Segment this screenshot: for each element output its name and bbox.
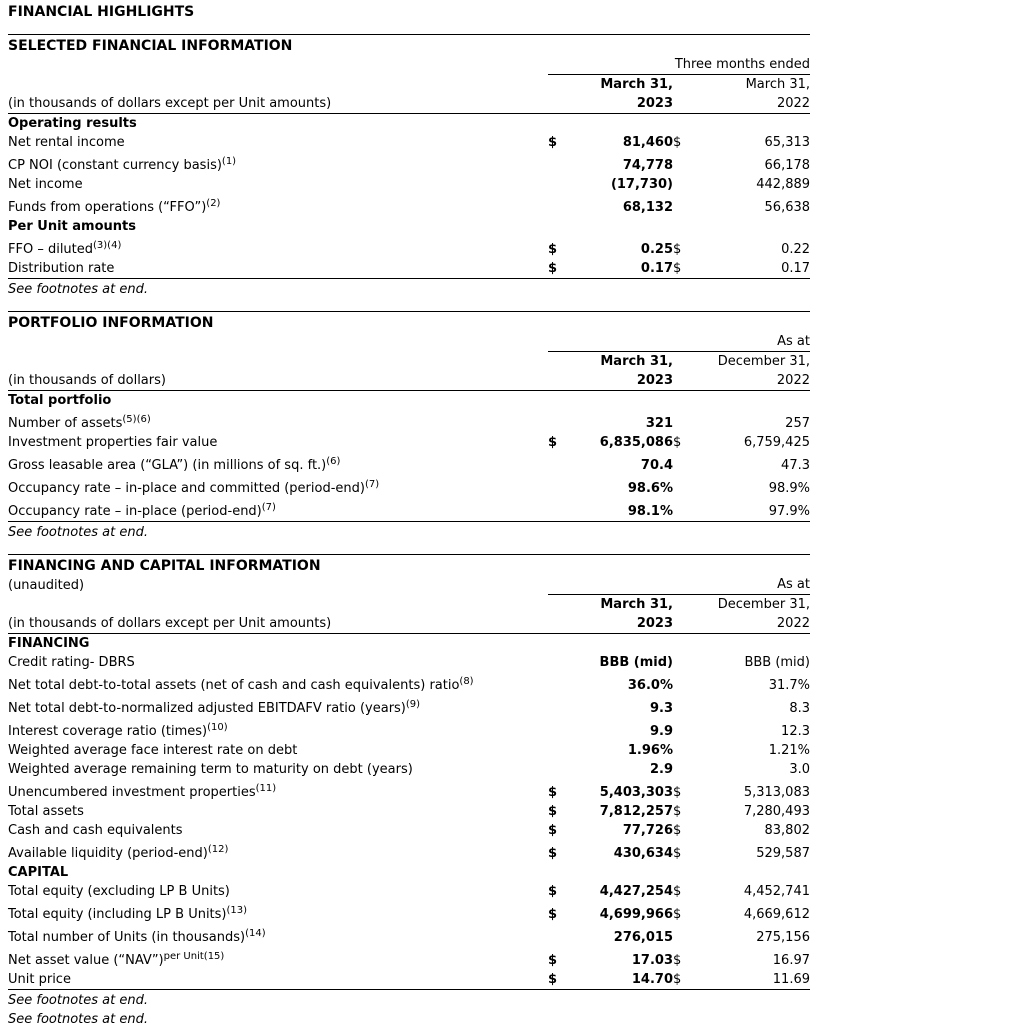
row-label: Cash and cash equivalents	[8, 823, 183, 838]
cell-currency-2022	[673, 718, 703, 741]
cell-value-2022	[703, 863, 810, 882]
units-header-row	[8, 94, 810, 114]
footnote: See footnotes at end.	[8, 525, 148, 540]
cell-value-2022: 47.3	[781, 458, 810, 473]
column-header-2023: March 31,	[600, 597, 673, 612]
cell-value-2023: 7,812,257	[599, 804, 673, 819]
cell-currency-2023	[548, 695, 568, 718]
cell-value-2022: 5,313,083	[743, 785, 810, 800]
section	[8, 34, 810, 298]
column-header-spacer	[8, 595, 548, 615]
period-label: Three months ended	[548, 55, 810, 75]
row-label-superscript: (12)	[207, 844, 229, 855]
row-label-superscript: (11)	[255, 783, 277, 794]
table-row	[8, 194, 810, 217]
row-label: Operating results	[8, 116, 137, 131]
cell-currency-2023: $	[548, 785, 558, 800]
cell-value-2022: 7,280,493	[743, 804, 810, 819]
cell-value-2023: BBB (mid)	[599, 655, 673, 670]
cell-currency-2023	[548, 391, 568, 411]
cell-value-2023: 74,778	[622, 158, 673, 173]
cell-currency-2023	[548, 475, 568, 498]
cell-value-2022: 97.9%	[703, 498, 810, 522]
row-label-superscript: (7)	[364, 479, 380, 490]
row-label-superscript: (9)	[405, 699, 421, 710]
row-label-superscript: (10)	[207, 722, 228, 733]
period-header-row	[8, 332, 810, 352]
table-row	[8, 779, 810, 802]
table-row	[8, 634, 810, 654]
cell-value-2022: 6,759,425	[743, 435, 810, 450]
row-label: FINANCING	[8, 636, 90, 651]
cell-value-2022	[703, 217, 810, 236]
cell-value-2023	[568, 217, 673, 236]
table-row	[8, 452, 810, 475]
cell-currency-2022	[673, 114, 703, 134]
units-header-row	[8, 614, 810, 634]
row-label-superscript: (1)	[221, 156, 237, 167]
table-row	[8, 114, 810, 134]
table-row	[8, 924, 810, 947]
row-label: Net total debt-to-normalized adjusted EBITDAFV ratio (years)	[8, 701, 406, 716]
cell-value-2022	[703, 634, 810, 654]
column-header-2022: December 31,	[717, 354, 810, 369]
cell-value-2023: 6,835,086	[599, 435, 673, 450]
footnote: See footnotes at end.	[8, 282, 148, 297]
cell-value-2022: 0.22	[781, 242, 811, 257]
cell-currency-2023: $	[548, 804, 558, 819]
row-label: Interest coverage ratio (times)	[8, 724, 208, 739]
table-row	[8, 947, 810, 970]
section-subtitle: (unaudited)	[8, 577, 85, 593]
cell-value-2022: 4,669,612	[743, 907, 810, 922]
row-label: Total equity (including LP B Units)	[8, 907, 227, 922]
cell-currency-2023	[548, 653, 568, 672]
financial-table	[8, 575, 810, 990]
cell-currency-2023	[548, 634, 568, 654]
row-label-superscript: (5)(6)	[122, 414, 151, 425]
section-title: SELECTED FINANCIAL INFORMATION	[8, 38, 293, 54]
cell-currency-2023	[548, 217, 568, 236]
row-label: Available liquidity (period-end)	[8, 846, 208, 861]
section	[8, 554, 810, 1009]
cell-value-2023: 77,726	[622, 823, 673, 838]
row-label: Total equity (excluding LP B Units)	[8, 884, 230, 899]
table-row	[8, 152, 810, 175]
cell-value-2022: 83,802	[764, 823, 810, 838]
row-label: CAPITAL	[8, 865, 69, 880]
cell-currency-2022: $	[673, 823, 682, 838]
cell-currency-2022	[673, 741, 703, 760]
cell-currency-2023	[548, 194, 568, 217]
cell-currency-2023: $	[548, 907, 558, 922]
cell-currency-2022	[673, 391, 703, 411]
row-label: Total assets	[8, 804, 84, 819]
cell-currency-2023	[548, 924, 568, 947]
table-row	[8, 217, 810, 236]
table-row	[8, 498, 810, 522]
cell-currency-2022	[673, 194, 703, 217]
footnote-bottom-cutoff: See footnotes at end.	[8, 1012, 148, 1027]
cell-value-2022: 275,156	[756, 930, 810, 945]
cell-currency-2022	[673, 653, 703, 672]
cell-value-2022: 529,587	[756, 846, 810, 861]
financial-table	[8, 332, 810, 522]
cell-currency-2022: $	[673, 884, 682, 899]
cell-currency-2022: $	[673, 435, 682, 450]
row-label-superscript: (3)(4)	[93, 240, 122, 251]
row-label: Net asset value (“NAV”)	[8, 953, 164, 968]
cell-value-2022: 8.3	[789, 701, 810, 716]
cell-currency-2023: $	[548, 823, 558, 838]
column-header-row	[8, 75, 810, 95]
section-subtitle	[8, 332, 548, 352]
cell-currency-2022	[673, 410, 703, 433]
cell-value-2023: 5,403,303	[599, 785, 673, 800]
row-label-superscript: (7)	[261, 502, 276, 513]
cell-value-2023: 68,132	[622, 200, 673, 215]
cell-value-2022: 1.21%	[768, 743, 810, 758]
column-header-2022: December 31,	[717, 597, 810, 612]
table-row	[8, 653, 810, 672]
cell-currency-2022: $	[673, 785, 682, 800]
row-label-superscript: (2)	[206, 198, 221, 209]
cell-value-2023: 0.17	[568, 259, 673, 279]
row-label: Net total debt-to-total assets (net of cash and cash equivalents) ratio	[8, 678, 460, 693]
table-row	[8, 821, 810, 840]
row-label: Distribution rate	[8, 261, 115, 276]
table-row	[8, 840, 810, 863]
cell-value-2023: 276,015	[613, 930, 673, 945]
table-row	[8, 391, 810, 411]
cell-value-2023	[568, 634, 673, 654]
row-label-superscript: (14)	[245, 928, 266, 939]
page-title: FINANCIAL HIGHLIGHTS	[8, 4, 195, 20]
cell-value-2022: 3.0	[789, 762, 810, 777]
cell-currency-2022	[673, 760, 703, 779]
column-header-spacer	[8, 75, 548, 95]
cell-currency-2022	[673, 498, 703, 522]
column-header-spacer	[8, 352, 548, 372]
cell-value-2022: 12.3	[781, 724, 810, 739]
table-row	[8, 133, 810, 152]
row-label: Per Unit amounts	[8, 219, 137, 234]
cell-currency-2022	[673, 672, 703, 695]
column-year-2023: 2023	[548, 94, 673, 114]
section-title: PORTFOLIO INFORMATION	[8, 315, 214, 331]
column-year-2022: 2022	[673, 94, 810, 114]
row-label: CP NOI (constant currency basis)	[8, 158, 222, 173]
cell-value-2022: 31.7%	[768, 678, 810, 693]
cell-currency-2023	[548, 452, 568, 475]
cell-currency-2023: $	[548, 970, 568, 990]
row-label: Investment properties fair value	[8, 435, 218, 450]
section	[8, 311, 810, 541]
cell-currency-2022: $	[673, 259, 703, 279]
period-header-row	[8, 575, 810, 595]
table-row	[8, 718, 810, 741]
column-header-2023: March 31,	[600, 77, 673, 92]
cell-currency-2023: $	[548, 884, 558, 899]
column-header-row	[8, 595, 810, 615]
table-rows	[8, 391, 810, 522]
cell-currency-2022: $	[673, 846, 682, 861]
table-row	[8, 236, 810, 259]
cell-currency-2023	[548, 175, 568, 194]
row-label: Net income	[8, 177, 83, 192]
cell-value-2022: 11.69	[703, 970, 810, 990]
cell-value-2023: 321	[645, 416, 673, 431]
cell-value-2023: 98.6%	[627, 481, 673, 496]
table-row	[8, 802, 810, 821]
table-row	[8, 970, 810, 990]
cell-currency-2022	[673, 452, 703, 475]
cell-currency-2022	[673, 152, 703, 175]
cell-value-2023: 9.3	[649, 701, 673, 716]
cell-value-2023	[568, 114, 673, 134]
cell-currency-2023	[548, 718, 568, 741]
cell-currency-2022	[673, 634, 703, 654]
row-label-superscript: (13)	[226, 905, 248, 916]
cell-value-2023: 430,634	[613, 846, 673, 861]
row-label: Credit rating- DBRS	[8, 655, 135, 670]
period-label: As at	[548, 575, 810, 595]
cell-value-2022: 98.9%	[768, 481, 810, 496]
table-rows	[8, 634, 810, 990]
units-note: (in thousands of dollars)	[8, 371, 548, 391]
column-header-2022: March 31,	[745, 77, 811, 92]
cell-currency-2023: $	[548, 242, 558, 257]
cell-value-2022: 66,178	[764, 158, 811, 173]
table-row	[8, 901, 810, 924]
cell-value-2023: 14.70	[568, 970, 673, 990]
cell-currency-2023: $	[548, 953, 558, 968]
cell-currency-2023: $	[548, 259, 568, 279]
financial-table	[8, 55, 810, 279]
row-label: Net rental income	[8, 135, 125, 150]
table-rows	[8, 114, 810, 279]
table-row	[8, 760, 810, 779]
cell-value-2022: 65,313	[764, 135, 811, 150]
section-subtitle	[8, 55, 548, 75]
row-label-superscript: (6)	[326, 456, 341, 467]
cell-value-2022: 16.97	[772, 953, 810, 968]
row-label-superscript: per Unit(15)	[163, 951, 225, 962]
period-label: As at	[548, 332, 810, 352]
cell-currency-2023: $	[548, 135, 558, 150]
column-year-2022: 2022	[673, 371, 810, 391]
row-label: Funds from operations (“FFO”)	[8, 200, 207, 215]
cell-value-2023: 9.9	[649, 724, 673, 739]
cell-value-2023: 0.25	[640, 242, 673, 257]
column-year-2023: 2023	[548, 614, 673, 634]
cell-currency-2022	[673, 175, 703, 194]
cell-currency-2022	[673, 217, 703, 236]
row-label: Occupancy rate – in-place and committed (period-end)	[8, 481, 365, 496]
cell-currency-2022	[673, 695, 703, 718]
footnote: See footnotes at end.	[8, 993, 148, 1008]
cell-value-2022: 257	[785, 416, 810, 431]
cell-value-2023: 17.03	[631, 953, 673, 968]
cell-value-2022: 56,638	[764, 200, 811, 215]
units-note: (in thousands of dollars except per Unit amounts)	[8, 94, 548, 114]
cell-value-2023: 70.4	[640, 458, 673, 473]
cell-currency-2023	[548, 498, 568, 522]
section-title: FINANCING AND CAPITAL INFORMATION	[8, 558, 321, 574]
cell-currency-2022	[673, 924, 703, 947]
cell-currency-2023	[548, 410, 568, 433]
table-row	[8, 475, 810, 498]
table-row	[8, 175, 810, 194]
cell-currency-2022: $	[673, 953, 682, 968]
column-header-row	[8, 352, 810, 372]
cell-value-2023: 4,699,966	[599, 907, 673, 922]
cell-value-2023: 36.0%	[627, 678, 673, 693]
cell-value-2023: 1.96%	[627, 743, 673, 758]
cell-value-2022	[703, 114, 810, 134]
cell-value-2023: (17,730)	[610, 177, 673, 192]
row-label: Unit price	[8, 972, 71, 987]
cell-currency-2022: $	[673, 242, 682, 257]
cell-currency-2022: $	[673, 907, 682, 922]
table-row	[8, 695, 810, 718]
cell-value-2022: BBB (mid)	[744, 655, 810, 670]
cell-value-2022: 0.17	[703, 259, 810, 279]
row-label: Total number of Units (in thousands)	[8, 930, 246, 945]
table-row	[8, 863, 810, 882]
cell-currency-2023	[548, 760, 568, 779]
cell-currency-2023	[548, 672, 568, 695]
cell-currency-2023: $	[548, 435, 558, 450]
cell-value-2022: 442,889	[756, 177, 811, 192]
cell-value-2023	[568, 391, 673, 411]
row-label: Weighted average face interest rate on debt	[8, 743, 298, 758]
cell-value-2023	[568, 863, 673, 882]
column-header-2023: March 31,	[600, 354, 673, 369]
row-label-superscript: (8)	[459, 676, 474, 687]
row-label: Total portfolio	[8, 393, 112, 408]
table-row	[8, 410, 810, 433]
units-note: (in thousands of dollars except per Unit amounts)	[8, 614, 548, 634]
cell-value-2022	[703, 391, 810, 411]
table-row	[8, 672, 810, 695]
cell-currency-2023	[548, 741, 568, 760]
period-header-row	[8, 55, 810, 75]
row-label: FFO – diluted	[8, 242, 94, 257]
row-label: Number of assets	[8, 416, 123, 431]
cell-currency-2022	[673, 863, 703, 882]
cell-currency-2022: $	[673, 970, 703, 990]
sections	[8, 34, 810, 1009]
table-row	[8, 259, 810, 279]
row-label: Weighted average remaining term to maturity on debt (years)	[8, 762, 413, 777]
row-label: Occupancy rate – in-place (period-end)	[8, 504, 262, 519]
cell-currency-2023	[548, 863, 568, 882]
cell-currency-2023: $	[548, 846, 558, 861]
table-row	[8, 433, 810, 452]
cell-value-2023: 98.1%	[568, 498, 673, 522]
units-header-row	[8, 371, 810, 391]
cell-currency-2022: $	[673, 135, 682, 150]
column-year-2022: 2022	[673, 614, 810, 634]
cell-currency-2022	[673, 475, 703, 498]
row-label: Gross leasable area (“GLA”) (in millions of sq. ft.)	[8, 458, 327, 473]
cell-value-2023: 81,460	[622, 135, 673, 150]
cell-currency-2023	[548, 152, 568, 175]
cell-value-2023: 2.9	[649, 762, 673, 777]
table-row	[8, 741, 810, 760]
cell-value-2023: 4,427,254	[599, 884, 673, 899]
cell-currency-2022: $	[673, 804, 682, 819]
column-year-2023: 2023	[548, 371, 673, 391]
cell-currency-2023	[548, 114, 568, 134]
row-label: Unencumbered investment properties	[8, 785, 256, 800]
cell-value-2022: 4,452,741	[743, 884, 810, 899]
table-row	[8, 882, 810, 901]
